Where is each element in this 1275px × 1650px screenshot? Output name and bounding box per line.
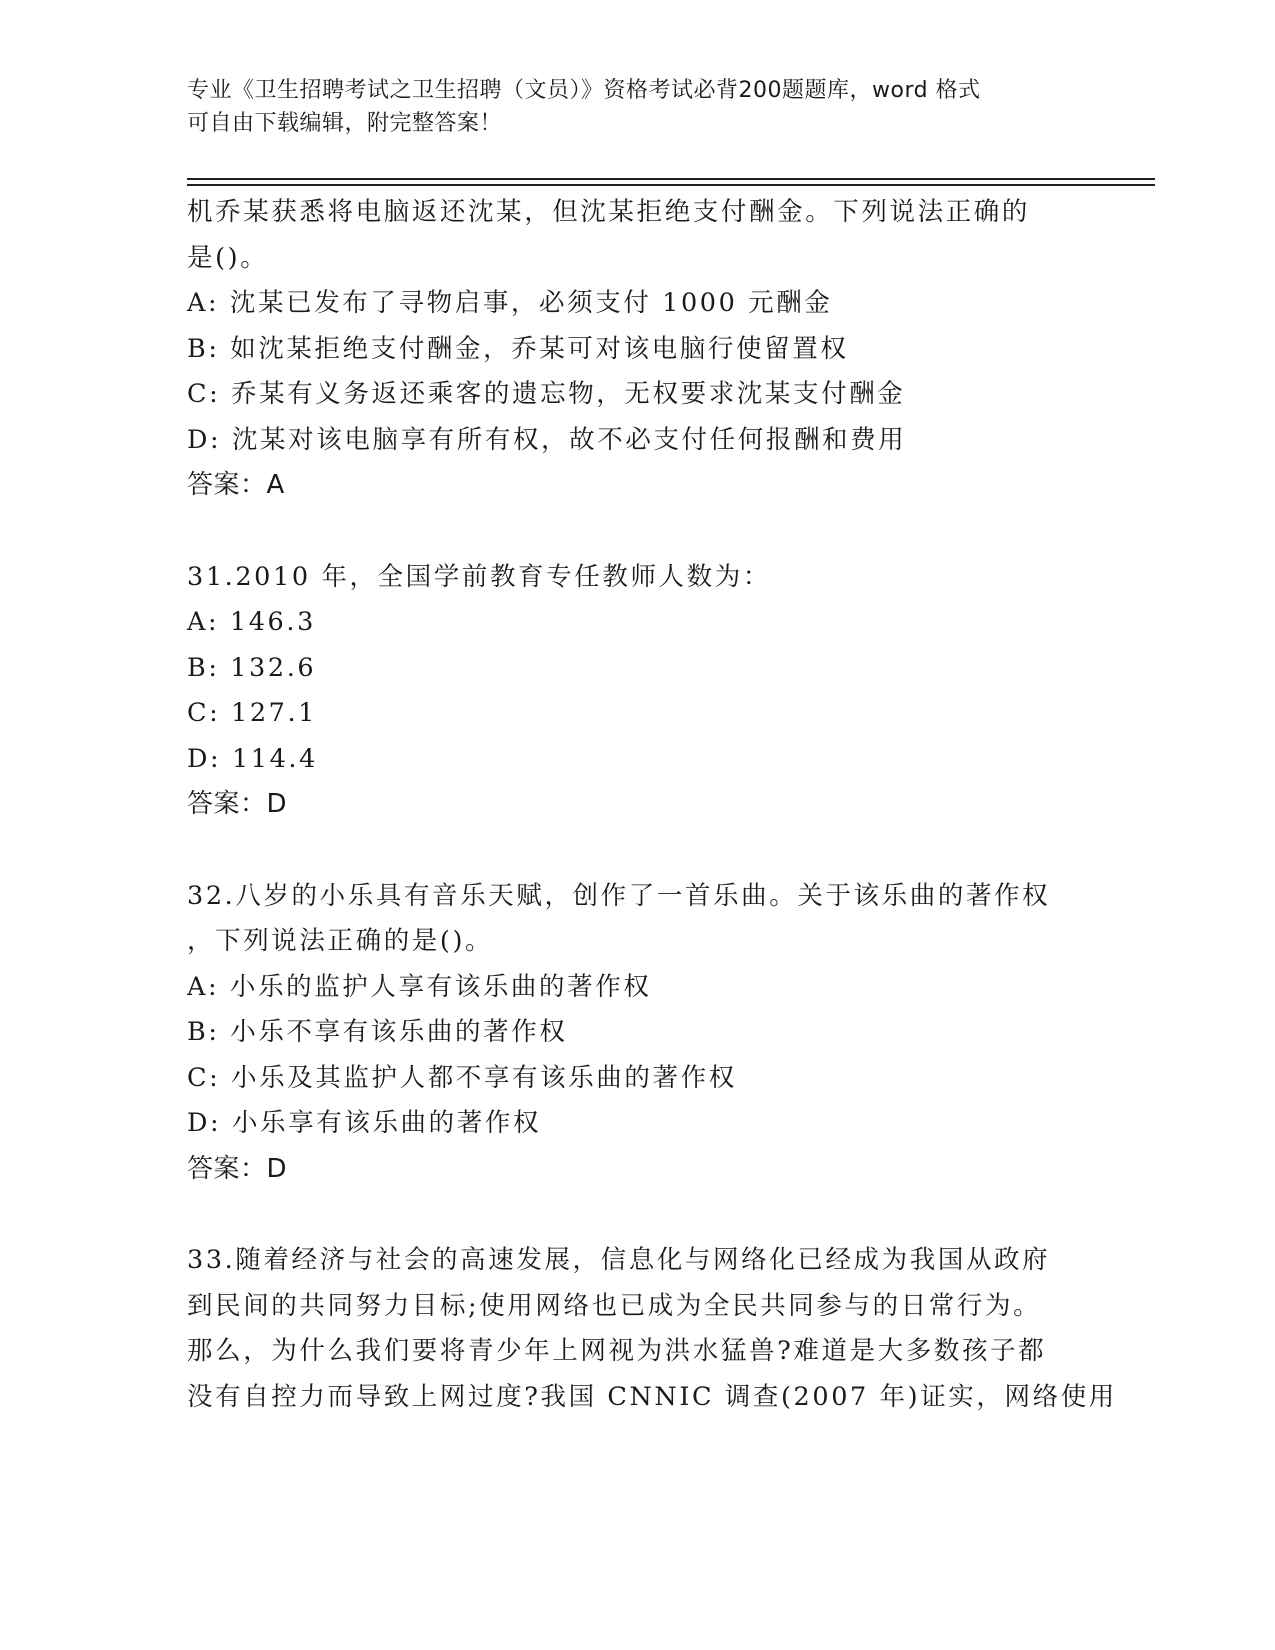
document-header [187,74,1077,140]
question-text: 没有自控力而导致上网过度?我国 CNNIC 调查(2007 年)证实，网络使用 [187,1381,1117,1412]
option-c: C: 乔某有义务返还乘客的遗忘物，无权要求沈某支付酬金 [187,379,906,409]
question-text: 32.八岁的小乐具有音乐天赋，创作了一首乐曲。关于该乐曲的著作权 [187,880,1051,911]
answer: 答案：D [187,1153,288,1184]
header-rule-bottom [187,184,1155,186]
question-30 [187,190,1117,509]
option-b: B: 小乐不享有该乐曲的著作权 [187,1017,568,1047]
spacer [187,1192,1117,1238]
spacer [187,509,1117,555]
spacer [187,828,1117,874]
option-c: C: 小乐及其监护人都不享有该乐曲的著作权 [187,1062,737,1093]
option-b: B: 如沈某拒绝支付酬金，乔某可对该电脑行使留置权 [187,333,849,364]
header-line-1: 专业《卫生招聘考试之卫生招聘（文员）》资格考试必背200题题库，word 格式 [187,78,981,103]
question-33 [187,1238,1117,1420]
option-a: A: 146.3 [187,607,316,637]
question-text: 33.随着经济与社会的高速发展，信息化与网络化已经成为我国从政府 [187,1245,1051,1275]
option-b: B: 132.6 [187,652,317,683]
question-text: 机乔某获悉将电脑返还沈某，但沈某拒绝支付酬金。下列说法正确的 [187,197,1031,227]
question-text: 31.2010 年，全国学前教育专任教师人数为： [187,561,771,592]
question-list [187,190,1117,1420]
option-a: A: 沈某已发布了寻物启事，必须支付 1000 元酬金 [187,288,833,318]
option-a: A: 小乐的监护人享有该乐曲的著作权 [187,971,652,1002]
question-31 [187,555,1117,828]
question-text: ，下列说法正确的是()。 [187,926,494,956]
question-text: 是()。 [187,242,269,273]
question-32 [187,874,1117,1193]
question-text: 到民间的共同努力目标;使用网络也已成为全民共同参与的日常行为。 [187,1290,1042,1321]
answer: 答案：D [187,789,288,819]
question-text: 那么，为什么我们要将青少年上网视为洪水猛兽?难道是大多数孩子都 [187,1336,1047,1366]
option-d: D: 沈某对该电脑享有所有权，故不必支付任何报酬和费用 [187,424,907,455]
header-rule-top [187,178,1155,180]
header-line-2: 可自由下载编辑，附完整答案！ [187,111,503,136]
option-d: D: 114.4 [187,743,318,774]
option-c: C: 127.1 [187,698,318,728]
answer: 答案：A [187,470,285,500]
option-d: D: 小乐享有该乐曲的著作权 [187,1108,542,1138]
